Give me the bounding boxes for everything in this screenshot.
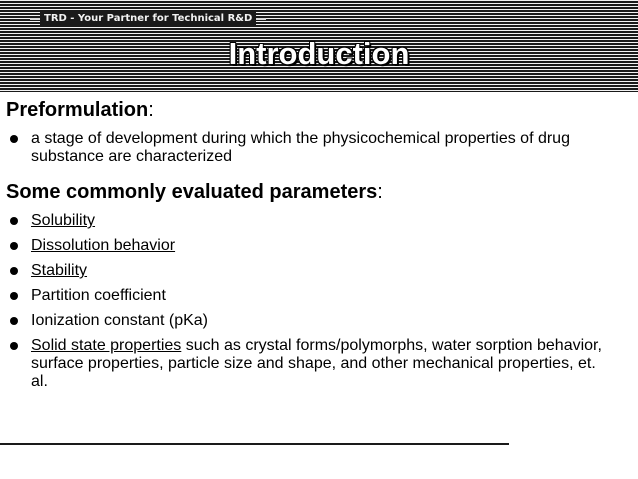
bullet-icon [10, 342, 18, 350]
stability-link[interactable]: Stability [31, 262, 88, 279]
list-item [6, 237, 616, 255]
preformulation-list [6, 130, 616, 166]
heading-colon: : [377, 181, 383, 203]
bullet-icon [10, 217, 18, 225]
tagline-bar [30, 11, 266, 27]
parameters-list [6, 212, 616, 391]
bullet-icon [10, 267, 18, 275]
tagline: TRD - Your Partner for Technical R&D [40, 12, 256, 26]
slide-title: Introduction [228, 36, 410, 71]
section-heading-parameters [6, 180, 616, 204]
list-item [6, 130, 616, 166]
list-item-text: such as crystal forms/polymorphs, water sorption behavior, surface properties, particle size and shape, and other mechanical properties, et. al. [31, 337, 602, 390]
list-item [6, 337, 616, 391]
list-item [6, 212, 616, 230]
dissolution-behavior-link[interactable]: Dissolution behavior [31, 237, 176, 254]
section-heading-preformulation [6, 98, 616, 122]
slide-header [0, 0, 638, 92]
bullet-icon [10, 135, 18, 143]
bullet-icon [10, 317, 18, 325]
heading-text: Preformulation [6, 99, 149, 121]
list-item [6, 312, 616, 330]
bullet-icon [10, 292, 18, 300]
footer-divider [0, 443, 509, 445]
list-item [6, 287, 616, 305]
solubility-link[interactable]: Solubility [31, 212, 96, 229]
tagline-rule-right [256, 18, 266, 20]
heading-colon: : [148, 99, 154, 121]
list-item-text: Partition coefficient [31, 287, 166, 304]
list-item-text: Ionization constant (pKa) [31, 312, 208, 329]
slide-body [6, 94, 616, 398]
bullet-icon [10, 242, 18, 250]
solid-state-properties-link[interactable]: Solid state properties [31, 337, 182, 354]
heading-text: Some commonly evaluated parameters [6, 181, 378, 203]
tagline-rule-left [30, 18, 40, 20]
list-item [6, 262, 616, 280]
list-item-text: a stage of development during which the physicochemical properties of drug substance are characterized [31, 130, 570, 165]
